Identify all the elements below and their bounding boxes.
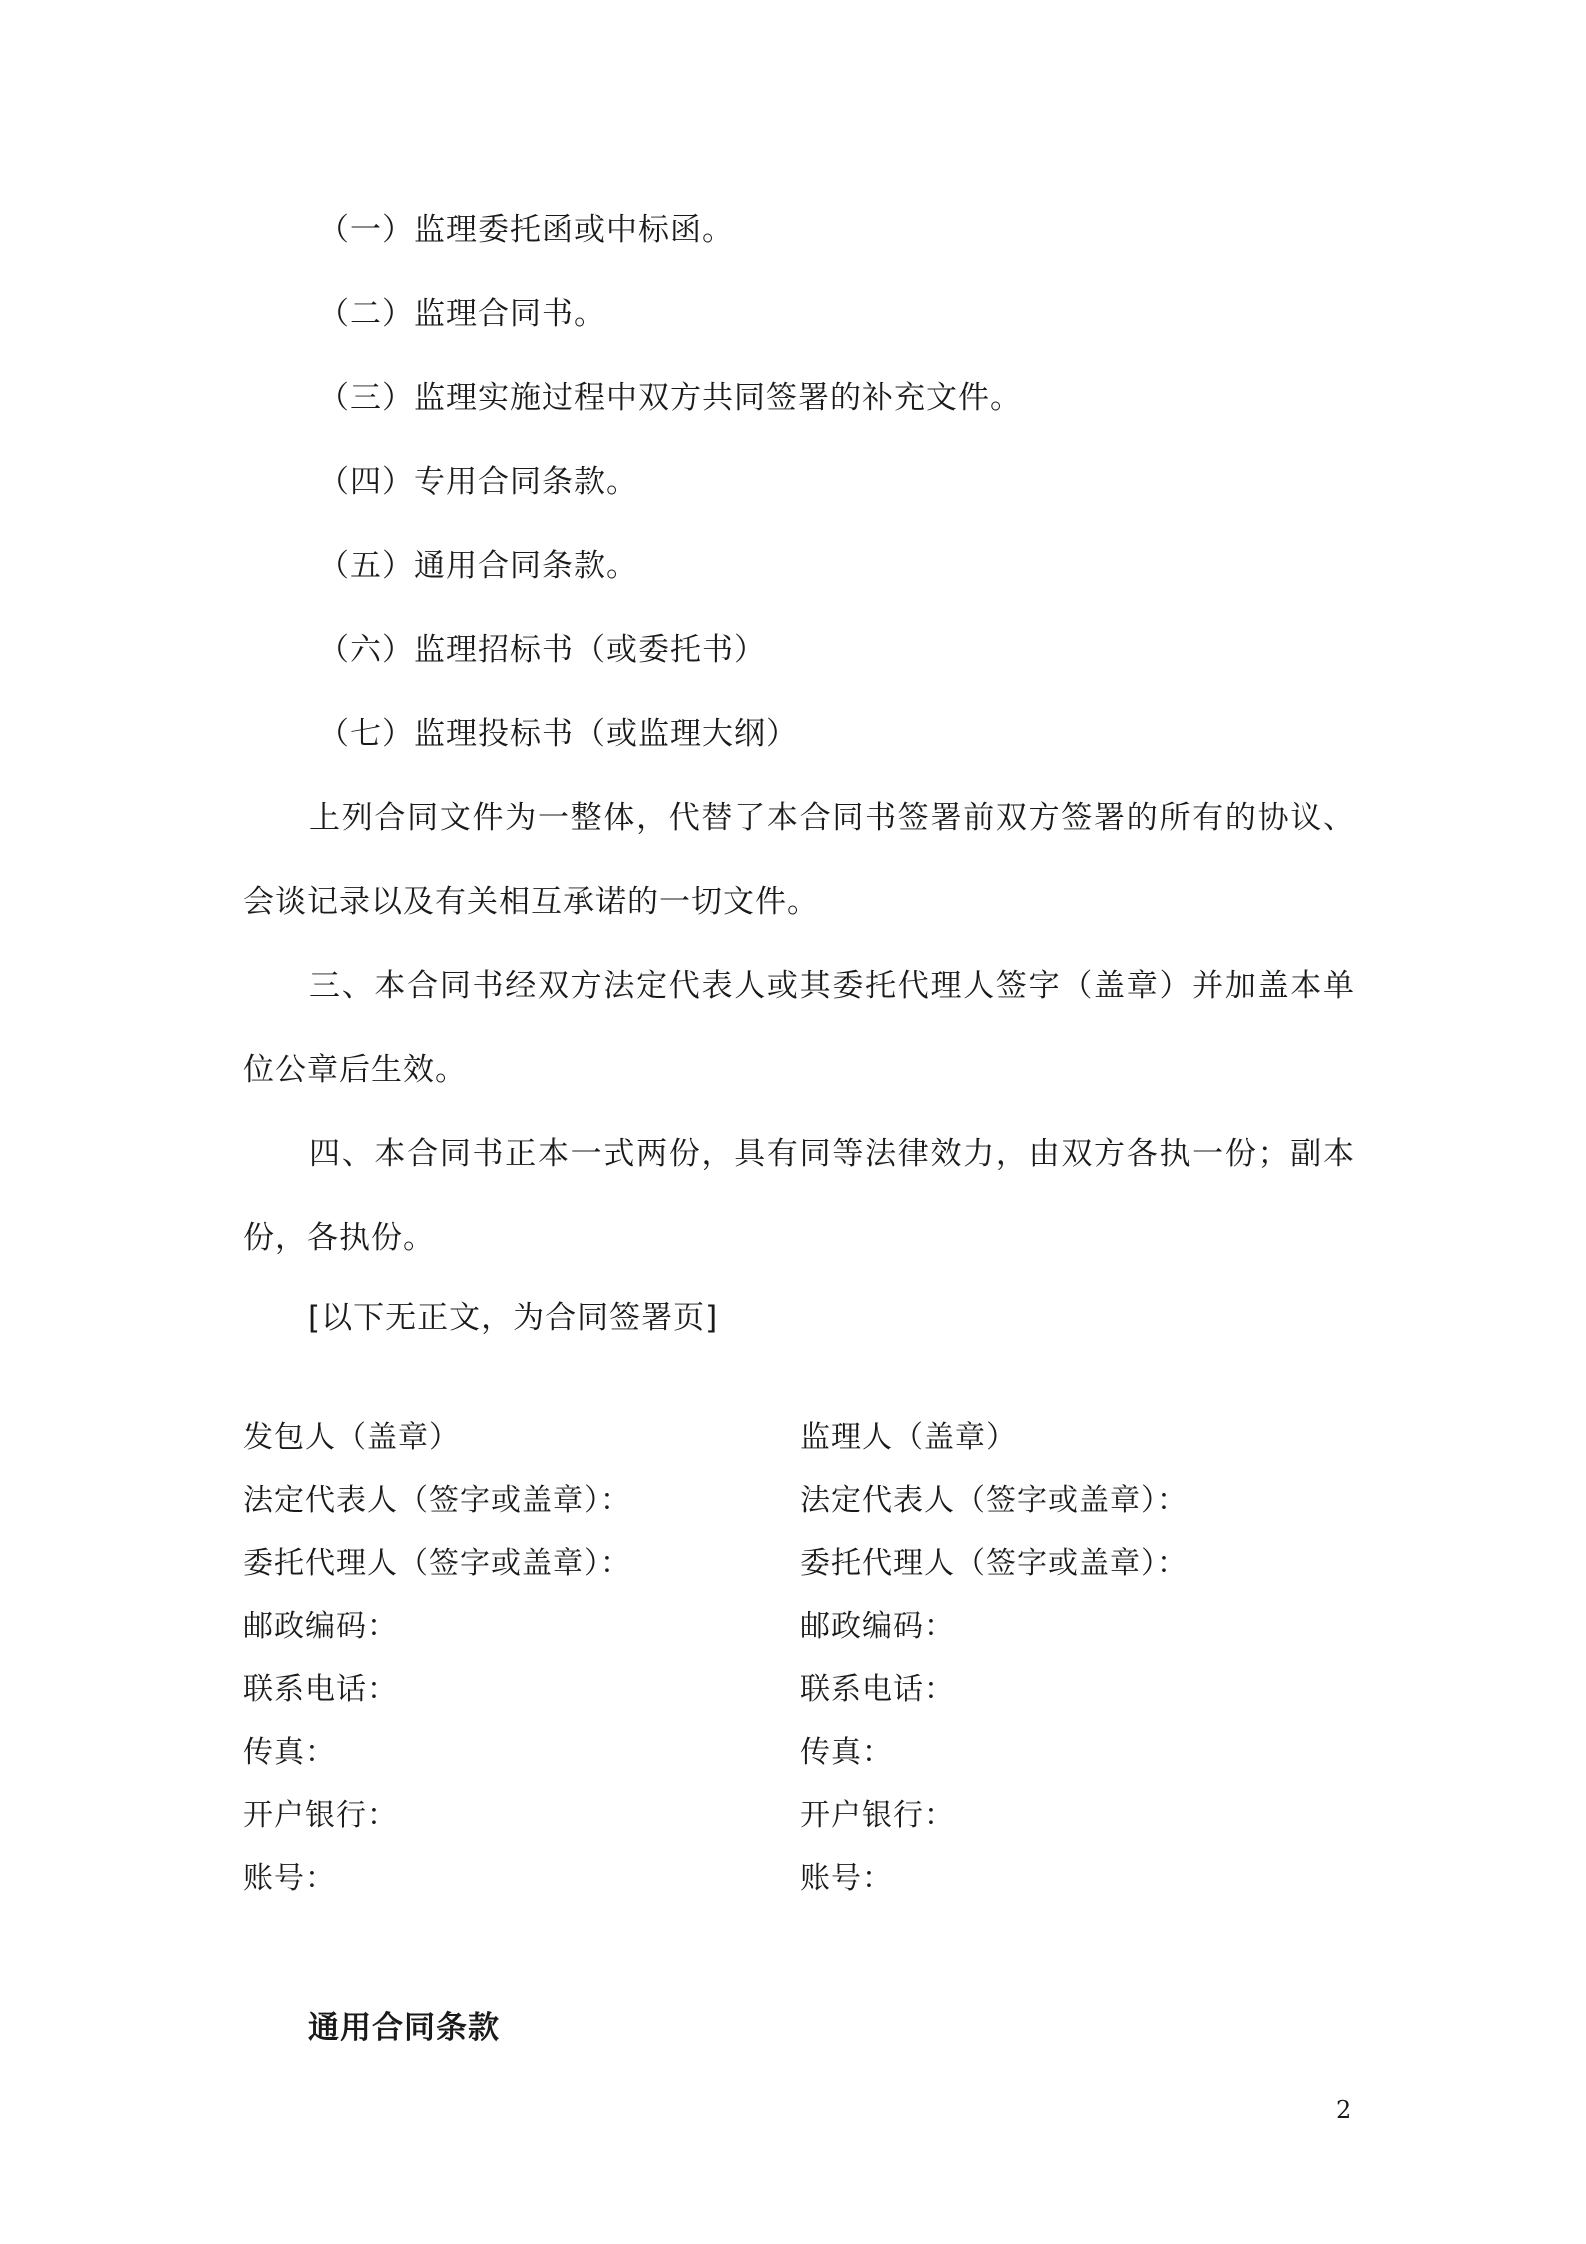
paragraph-integral-documents: 上列合同文件为一整体，代替了本合同书签署前双方签署的所有的协议、会谈记录以及有关相互承诺的一切文件。 [243,800,1355,920]
signature-block-supervisor [800,1416,1188,1920]
signature-line: 发包人（盖章） [243,1420,460,1455]
list-item: （六）监理招标书（或委托书） [318,632,766,668]
signature-line: 传真： [800,1735,893,1770]
list-item: （三）监理实施过程中双方共同签署的补充文件。 [318,380,1022,416]
list-item: （五）通用合同条款。 [318,548,638,584]
paragraph-copies-clause: 四、本合同书正本一式两份，具有同等法律效力，由双方各执一份；副本份，各执份。 [243,1136,1355,1256]
signature-line: 联系电话： [800,1672,955,1707]
signature-line: 法定代表人（签字或盖章）： [800,1483,1188,1518]
list-item: （七）监理投标书（或监理大纲） [318,716,798,752]
signature-line: 开户银行： [800,1798,955,1833]
signature-line: 委托代理人（签字或盖章）： [243,1546,631,1581]
contract-document-list [318,208,1022,796]
paragraph-effective-clause: 三、本合同书经双方法定代表人或其委托代理人签字（盖章）并加盖本单位公章后生效。 [243,968,1355,1088]
signature-line: 监理人（盖章） [800,1420,1017,1455]
page-number: 2 [1336,2096,1352,2124]
list-item: （二）监理合同书。 [318,296,606,332]
signature-line: 账号： [800,1861,893,1896]
signature-line: 账号： [243,1861,336,1896]
no-body-note: [以下无正文，为合同签署页] [308,1300,719,1336]
signature-line: 邮政编码： [243,1609,398,1644]
signature-line: 委托代理人（签字或盖章）： [800,1546,1188,1581]
list-item: （四）专用合同条款。 [318,464,638,500]
signature-line: 传真： [243,1735,336,1770]
signature-line: 联系电话： [243,1672,398,1707]
signature-line: 法定代表人（签字或盖章）： [243,1483,631,1518]
list-item: （一）监理委托函或中标函。 [318,212,734,248]
signature-block-employer [243,1416,631,1920]
signature-line: 邮政编码： [800,1609,955,1644]
section-title: 通用合同条款 [308,2010,500,2046]
signature-line: 开户银行： [243,1798,398,1833]
